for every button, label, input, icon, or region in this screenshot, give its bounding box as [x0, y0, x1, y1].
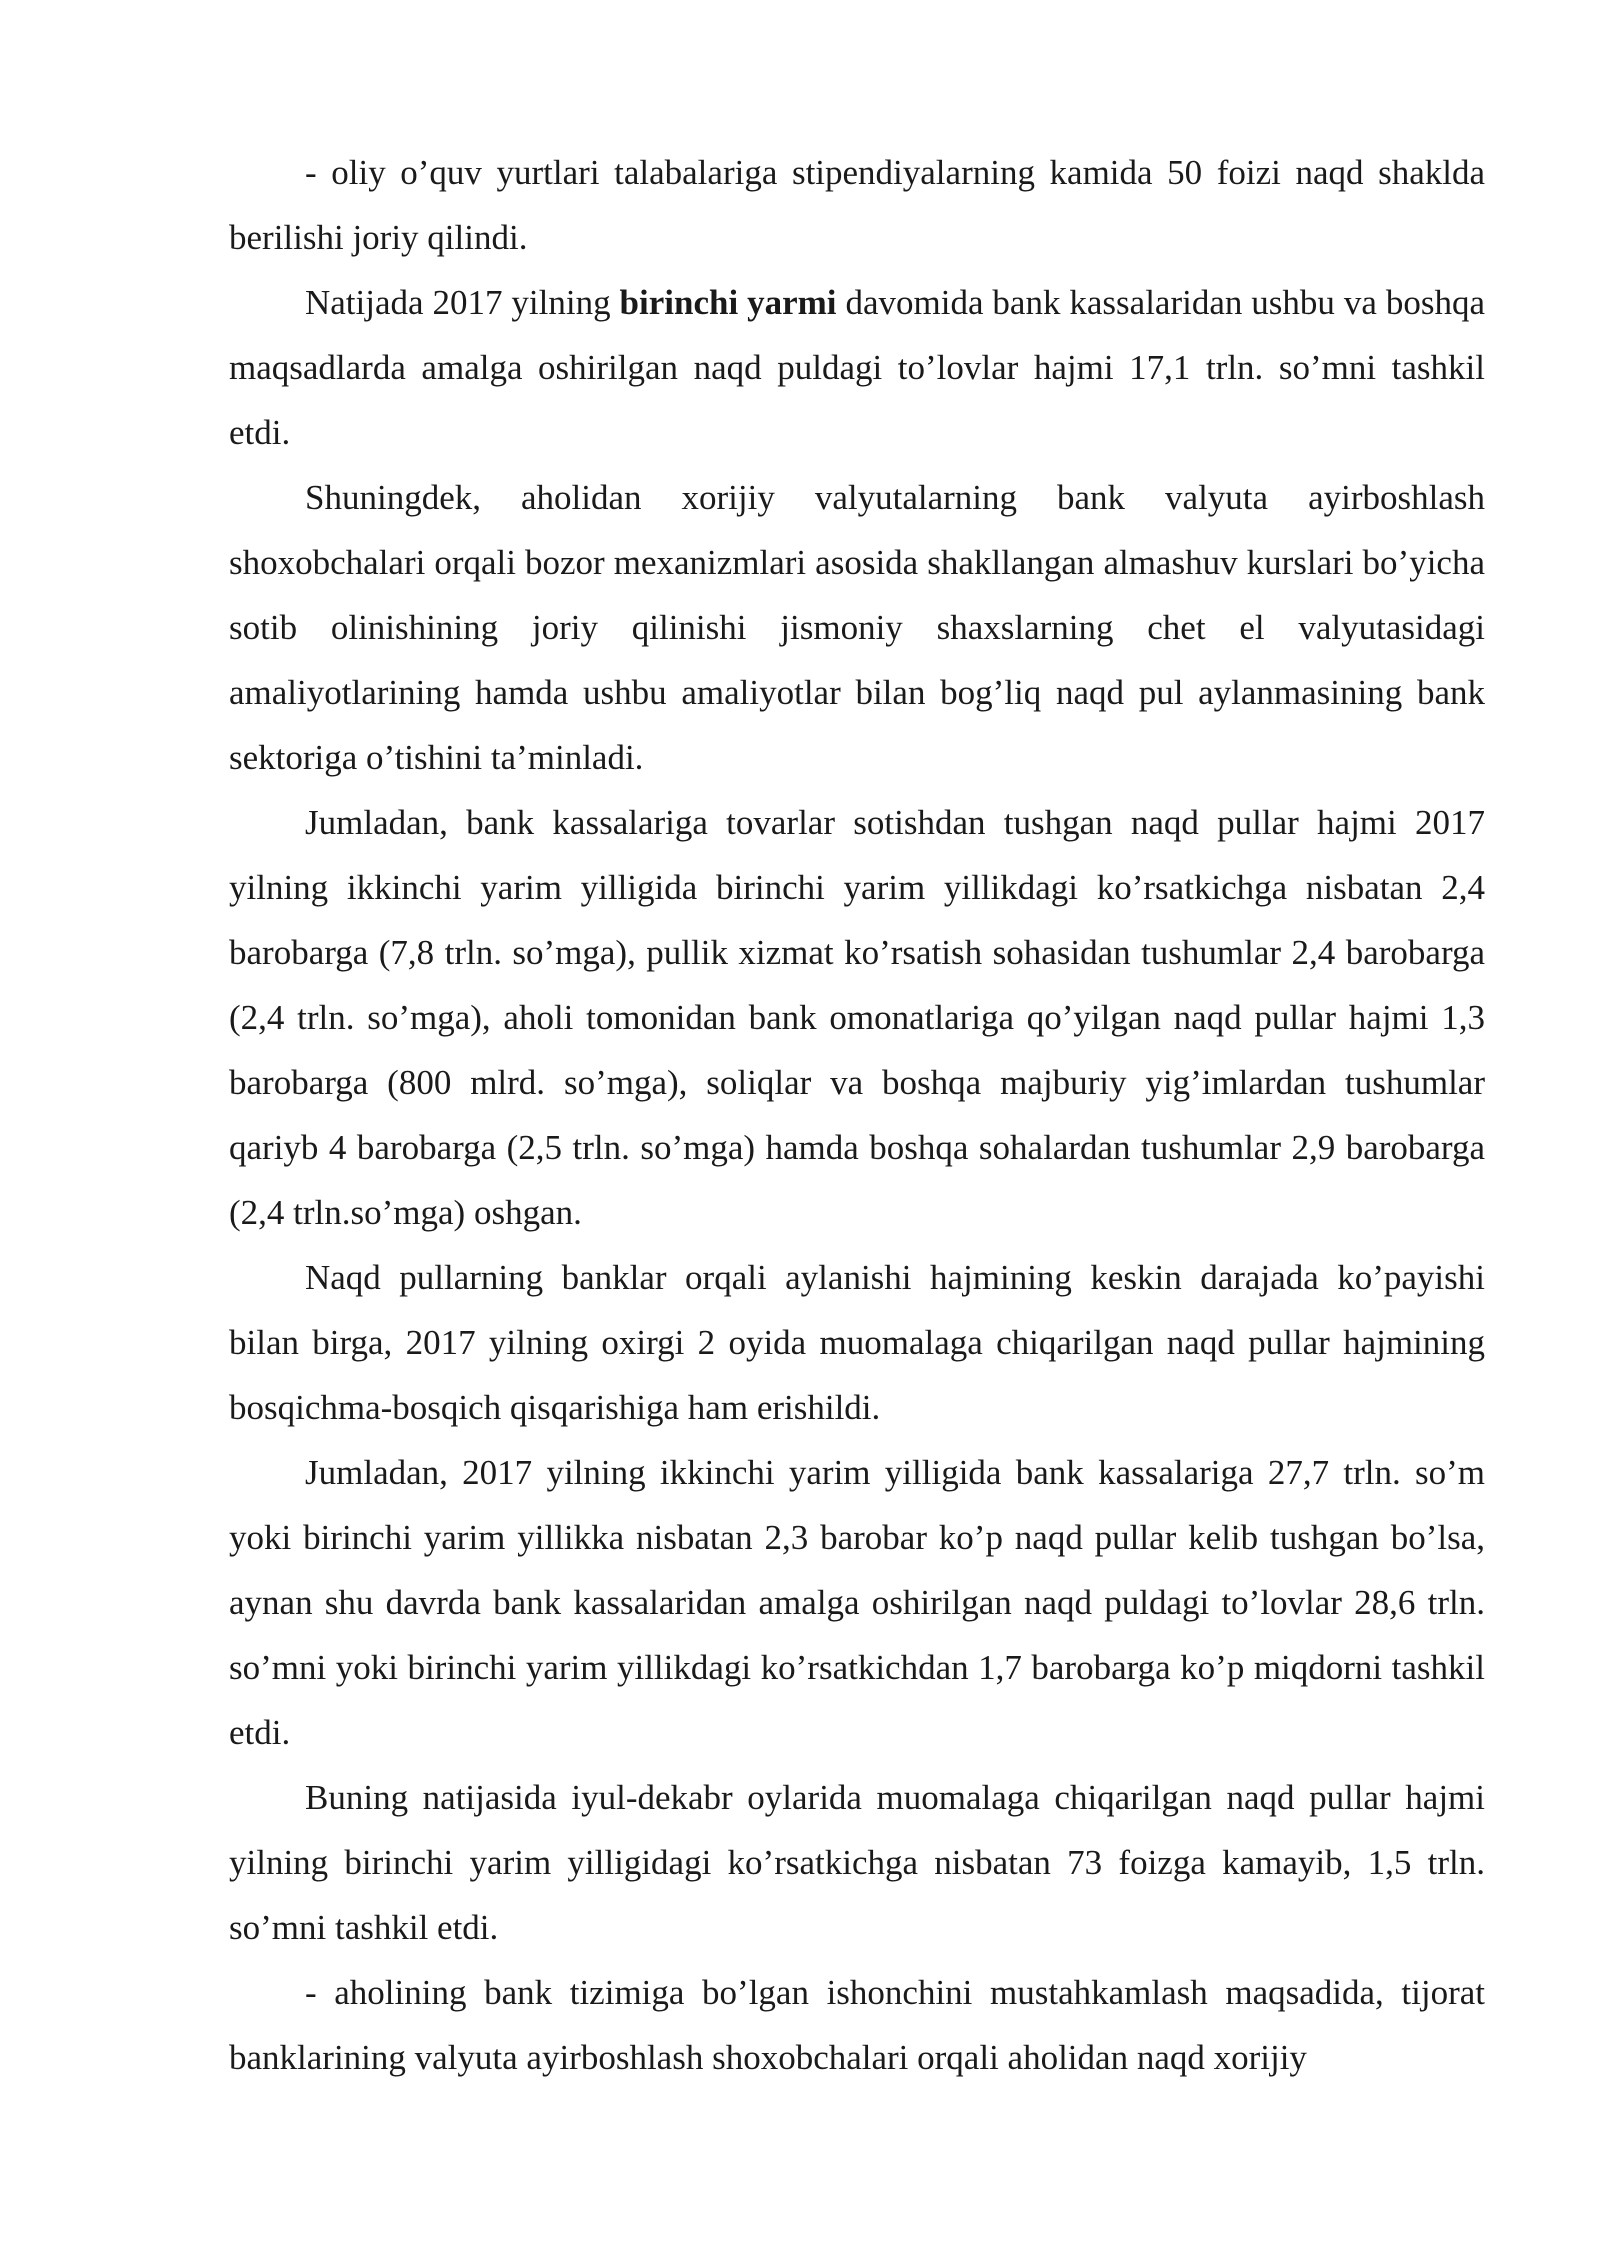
paragraph-july-december-result: Buning natijasida iyul-dekabr oylarida muomalaga chiqarilgan naqd pullar hajmi yilning birinchi yarim yilligidagi ko’rsatkichga nisbatan 73 foizga kamayib, 1,5 trln. so’mni tashkil etdi. — [229, 1778, 1485, 1947]
paragraph-public-trust: - aholining bank tizimiga bo’lgan ishonchini mustahkamlash maqsadida, tijorat banklarining valyuta ayirboshlash shoxobchalari orqali aholidan naqd xorijiy — [229, 1973, 1485, 2077]
paragraph-second-half-receipts: Jumladan, 2017 yilning ikkinchi yarim yilligida bank kassalariga 27,7 trln. so’m yoki birinchi yarim yillikka nisbatan 2,3 barobar ko’p naqd pullar kelib tushgan bo’lsa, aynan shu davrda bank kassalaridan amalga oshirilgan naqd puldagi to’lovlar 28,6 trln. so’mni yoki birinchi yarim yillikdagi ko’rsatkichdan 1,7 barobarga ko’p miqdorni tashkil etdi. — [229, 1453, 1485, 1752]
paragraph-cash-circulation: Naqd pullarning banklar orqali aylanishi hajmining keskin darajada ko’payishi bilan birga, 2017 yilning oxirgi 2 oyida muomalaga chiqarilgan naqd pullar hajmining bosqichma-bosqich qisqarishiga ham erishildi. — [229, 1258, 1485, 1427]
paragraph-text-end: davomida bank kassalaridan ushbu va boshqa maqsadlarda amalga oshirilgan naqd puldagi to’lovlar hajmi 17,1 trln. so’mni tashkil etdi. — [229, 283, 1485, 452]
bold-phrase: birinchi yarmi — [619, 283, 837, 322]
paragraph-first-half-result — [229, 270, 1485, 465]
paragraph-text-start: Natijada 2017 yilning — [305, 283, 620, 322]
paragraph-currency-exchange: Shuningdek, aholidan xorijiy valyutalarning bank valyuta ayirboshlash shoxobchalari orqali bozor mexanizmlari asosida shakllangan almashuv kurslari bo’yicha sotib olinishining joriy qilinishi jismoniy shaxslarning chet el valyutasidagi amaliyotlarining hamda ushbu amaliyotlar bilan bog’liq naqd pul aylanmasining bank sektoriga o’tishini ta’minladi. — [229, 478, 1485, 777]
paragraph-stipend-note: - oliy o’quv yurtlari talabalariga stipendiyalarning kamida 50 foizi naqd shaklda berilishi joriy qilindi. — [229, 153, 1485, 257]
paragraph-bank-receipts: Jumladan, bank kassalariga tovarlar sotishdan tushgan naqd pullar hajmi 2017 yilning ikkinchi yarim yilligida birinchi yarim yillikdagi ko’rsatkichga nisbatan 2,4 barobarga (7,8 trln. so’mga), pullik xizmat ko’rsatish sohasidan tushumlar 2,4 barobarga (2,4 trln. so’mga), aholi tomonidan bank omonatlariga qo’yilgan naqd pullar hajmi 1,3 barobarga (800 mlrd. so’mga), soliqlar va boshqa majburiy yig’imlardan tushumlar qariyb 4 barobarga (2,5 trln. so’mga) hamda boshqa sohalardan tushumlar 2,9 barobarga (2,4 trln.so’mga) oshgan. — [229, 803, 1485, 1232]
document-page — [229, 140, 1485, 2090]
